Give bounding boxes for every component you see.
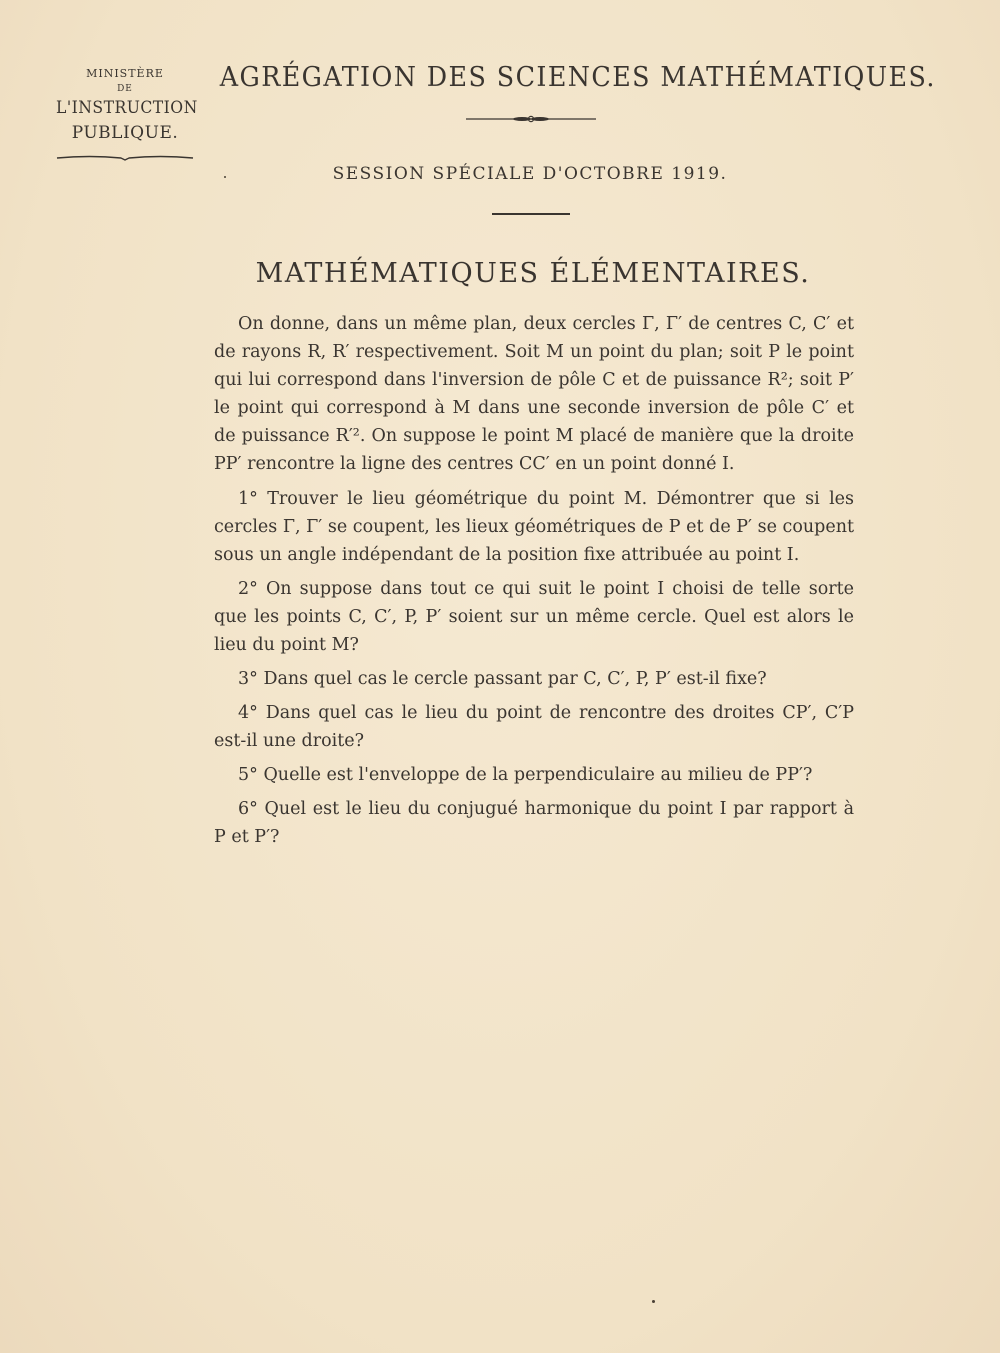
- session-heading: SESSION SPÉCIALE D'OCTOBRE 1919.: [332, 164, 728, 184]
- question-3: 3° Dans quel cas le cercle passant par C, C′, P, P′ est-il fixe?: [238, 669, 767, 689]
- ministry-line-4: PUBLIQUE.: [71, 123, 179, 143]
- paper-speck: [652, 1300, 655, 1303]
- page-title: AGRÉGATION DES SCIENCES MATHÉMATIQUES.: [219, 62, 936, 93]
- ministry-line-2: DE: [117, 84, 133, 94]
- title-divider-ornament: [466, 114, 596, 124]
- question-5: 5° Quelle est l'enveloppe de la perpendiculaire au milieu de PP′?: [238, 765, 813, 785]
- paper-speck: [224, 176, 226, 178]
- question-4: 4° Dans quel cas le lieu du point de rencontre des droites CP′, C′P est-il une droite?: [214, 703, 854, 751]
- question-2: 2° On suppose dans tout ce qui suit le point I choisi de telle sorte que les points C, C′, P, P′ soient sur un même cercle. Quel est alors le lieu du point M?: [214, 579, 854, 655]
- question-6: 6° Quel est le lieu du conjugué harmonique du point I par rapport à P et P′?: [214, 799, 854, 847]
- question-1: 1° Trouver le lieu géométrique du point M. Démontrer que si les cercles Γ, Γ′ se coupent, les lieux géométriques de P et de P′ se coupent sous un angle indépendant de la position fixe attribuée au point I.: [214, 489, 854, 565]
- ministry-line-1: MINISTÈRE: [86, 67, 164, 80]
- subject-heading: MATHÉMATIQUES ÉLÉMENTAIRES.: [255, 258, 811, 289]
- ministry-block: [50, 66, 200, 166]
- ministry-divider-ornament: [55, 154, 195, 162]
- session-divider: [492, 213, 570, 215]
- intro-paragraph: On donne, dans un même plan, deux cercles Γ, Γ′ de centres C, C′ et de rayons R, R′ respectivement. Soit M un point du plan; soit P le point qui lui correspond dans l'inversion de pôle C et de puissance R²; soit P′ le point qui correspond à M dans une seconde inversion de pôle C′ et de puissance R′². On suppose le point M placé de manière que la droite PP′ rencontre la ligne des centres CC′ en un point donné I.: [214, 314, 854, 474]
- problem-text: [214, 310, 854, 857]
- ministry-line-3: L'INSTRUCTION: [56, 98, 198, 118]
